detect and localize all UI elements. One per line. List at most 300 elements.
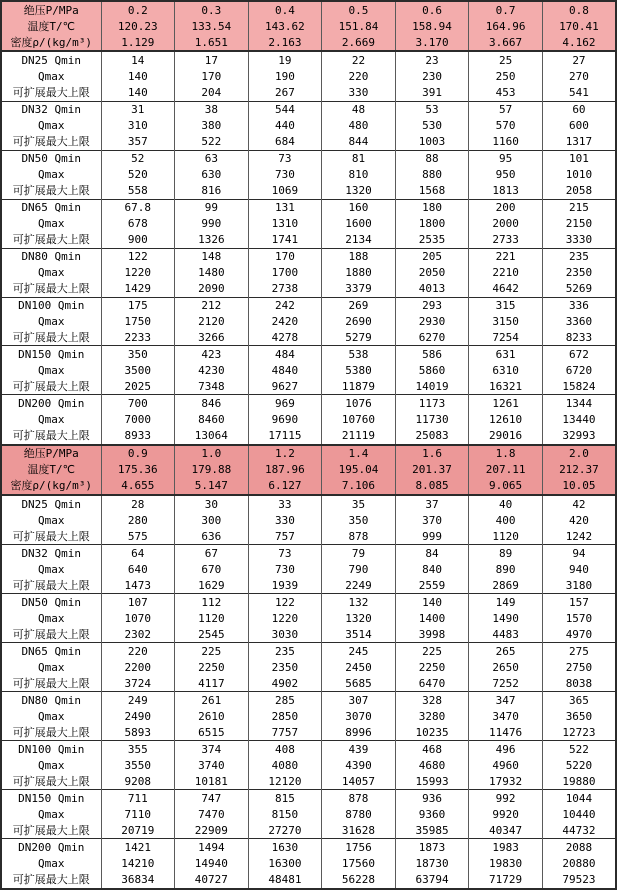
header-value-cell: 120.23 (101, 18, 175, 34)
value-cell: 538 (322, 346, 396, 363)
value-cell: 1473 (101, 577, 175, 594)
value-cell: 28 (101, 495, 175, 512)
qmax-row (1, 314, 616, 330)
table-body (1, 1, 616, 889)
value-cell: 400 (469, 512, 543, 528)
row-label: 可扩展最大上限 (1, 231, 101, 248)
value-cell: 558 (101, 183, 175, 200)
value-cell: 140 (101, 69, 175, 85)
row-label: Qmax (1, 512, 101, 528)
header-value-cell: 1.0 (175, 445, 249, 462)
header-row-label: 温度T/℃ (1, 18, 101, 34)
qmax-row (1, 561, 616, 577)
value-cell: 950 (469, 167, 543, 183)
value-cell: 420 (542, 512, 616, 528)
value-cell: 84 (395, 545, 469, 562)
qmax-row (1, 265, 616, 281)
header-value-cell: 143.62 (248, 18, 322, 34)
header-value-cell: 3.667 (469, 34, 543, 51)
value-cell: 453 (469, 85, 543, 102)
expand-limit-row (1, 528, 616, 545)
row-label: DN25 Qmin (1, 51, 101, 68)
header-value-cell: 4.655 (101, 478, 175, 495)
value-cell: 190 (248, 69, 322, 85)
value-cell: 17932 (469, 773, 543, 790)
value-cell: 2559 (395, 577, 469, 594)
value-cell: 79523 (542, 871, 616, 889)
expand-limit-row (1, 871, 616, 889)
value-cell: 21119 (322, 427, 396, 444)
value-cell: 355 (101, 741, 175, 758)
value-cell: 7000 (101, 412, 175, 428)
value-cell: 16321 (469, 378, 543, 395)
value-cell: 350 (101, 346, 175, 363)
row-label: 可扩展最大上限 (1, 675, 101, 692)
value-cell: 1429 (101, 280, 175, 297)
value-cell: 496 (469, 741, 543, 758)
value-cell: 890 (469, 561, 543, 577)
value-cell: 530 (395, 118, 469, 134)
header-value-cell: 201.37 (395, 462, 469, 478)
value-cell: 522 (175, 134, 249, 151)
value-cell: 439 (322, 741, 396, 758)
row-label: DN200 Qmin (1, 839, 101, 856)
value-cell: 11879 (322, 378, 396, 395)
value-cell: 1700 (248, 265, 322, 281)
value-cell: 4390 (322, 757, 396, 773)
pressure-header-row (1, 1, 616, 18)
value-cell: 38 (175, 101, 249, 118)
value-cell: 89 (469, 545, 543, 562)
value-cell: 8038 (542, 675, 616, 692)
value-cell: 2738 (248, 280, 322, 297)
value-cell: 101 (542, 150, 616, 167)
value-cell: 3998 (395, 626, 469, 643)
value-cell: 990 (175, 216, 249, 232)
value-cell: 30 (175, 495, 249, 512)
value-cell: 816 (175, 183, 249, 200)
header-value-cell: 0.8 (542, 1, 616, 18)
row-label: 可扩展最大上限 (1, 577, 101, 594)
value-cell: 670 (175, 561, 249, 577)
value-cell: 1173 (395, 395, 469, 412)
value-cell: 52 (101, 150, 175, 167)
row-label: Qmax (1, 265, 101, 281)
value-cell: 149 (469, 594, 543, 611)
value-cell: 63794 (395, 871, 469, 889)
value-cell: 48481 (248, 871, 322, 889)
value-cell: 20719 (101, 822, 175, 839)
value-cell: 520 (101, 167, 175, 183)
value-cell: 180 (395, 199, 469, 216)
value-cell: 2210 (469, 265, 543, 281)
value-cell: 10440 (542, 806, 616, 822)
value-cell: 347 (469, 692, 543, 709)
value-cell: 235 (542, 248, 616, 265)
row-label: DN25 Qmin (1, 495, 101, 512)
qmax-row (1, 216, 616, 232)
header-value-cell: 1.2 (248, 445, 322, 462)
value-cell: 2850 (248, 708, 322, 724)
value-cell: 2233 (101, 329, 175, 346)
value-cell: 33 (248, 495, 322, 512)
row-label: DN80 Qmin (1, 692, 101, 709)
qmin-row (1, 741, 616, 758)
value-cell: 170 (248, 248, 322, 265)
value-cell: 22909 (175, 822, 249, 839)
value-cell: 380 (175, 118, 249, 134)
value-cell: 11476 (469, 724, 543, 741)
value-cell: 265 (469, 643, 543, 660)
row-label: Qmax (1, 806, 101, 822)
value-cell: 2545 (175, 626, 249, 643)
value-cell: 2090 (175, 280, 249, 297)
value-cell: 840 (395, 561, 469, 577)
density-header-row (1, 34, 616, 51)
header-value-cell: 195.04 (322, 462, 396, 478)
row-label: DN32 Qmin (1, 101, 101, 118)
value-cell: 878 (322, 790, 396, 807)
value-cell: 711 (101, 790, 175, 807)
value-cell: 357 (101, 134, 175, 151)
value-cell: 1344 (542, 395, 616, 412)
value-cell: 205 (395, 248, 469, 265)
qmin-row (1, 643, 616, 660)
value-cell: 5685 (322, 675, 396, 692)
value-cell: 570 (469, 118, 543, 134)
value-cell: 6720 (542, 363, 616, 379)
value-cell: 7252 (469, 675, 543, 692)
value-cell: 6515 (175, 724, 249, 741)
value-cell: 73 (248, 545, 322, 562)
header-row-label: 绝压P/MPa (1, 1, 101, 18)
value-cell: 1076 (322, 395, 396, 412)
value-cell: 522 (542, 741, 616, 758)
value-cell: 5269 (542, 280, 616, 297)
value-cell: 5220 (542, 757, 616, 773)
value-cell: 4230 (175, 363, 249, 379)
value-cell: 2420 (248, 314, 322, 330)
expand-limit-row (1, 675, 616, 692)
qmax-row (1, 363, 616, 379)
value-cell: 2200 (101, 659, 175, 675)
qmax-row (1, 708, 616, 724)
qmax-row (1, 757, 616, 773)
value-cell: 44732 (542, 822, 616, 839)
row-label: Qmax (1, 412, 101, 428)
header-value-cell: 151.84 (322, 18, 396, 34)
value-cell: 14057 (322, 773, 396, 790)
header-value-cell: 2.163 (248, 34, 322, 51)
value-cell: 391 (395, 85, 469, 102)
value-cell: 1939 (248, 577, 322, 594)
value-cell: 8996 (322, 724, 396, 741)
value-cell: 27 (542, 51, 616, 68)
header-value-cell: 212.37 (542, 462, 616, 478)
qmin-row (1, 150, 616, 167)
value-cell: 60 (542, 101, 616, 118)
row-label: 可扩展最大上限 (1, 427, 101, 444)
value-cell: 7757 (248, 724, 322, 741)
value-cell: 16300 (248, 855, 322, 871)
expand-limit-row (1, 577, 616, 594)
value-cell: 1880 (322, 265, 396, 281)
value-cell: 221 (469, 248, 543, 265)
value-cell: 19830 (469, 855, 543, 871)
value-cell: 1983 (469, 839, 543, 856)
value-cell: 672 (542, 346, 616, 363)
value-cell: 17560 (322, 855, 396, 871)
header-value-cell: 4.162 (542, 34, 616, 51)
row-label: 可扩展最大上限 (1, 85, 101, 102)
row-label: Qmax (1, 118, 101, 134)
value-cell: 175 (101, 297, 175, 314)
value-cell: 1010 (542, 167, 616, 183)
value-cell: 73 (248, 150, 322, 167)
value-cell: 5860 (395, 363, 469, 379)
value-cell: 40347 (469, 822, 543, 839)
value-cell: 11730 (395, 412, 469, 428)
header-value-cell: 179.88 (175, 462, 249, 478)
value-cell: 200 (469, 199, 543, 216)
row-label: Qmax (1, 708, 101, 724)
row-label: DN65 Qmin (1, 199, 101, 216)
value-cell: 575 (101, 528, 175, 545)
value-cell: 2535 (395, 231, 469, 248)
header-value-cell: 0.9 (101, 445, 175, 462)
value-cell: 12120 (248, 773, 322, 790)
value-cell: 700 (101, 395, 175, 412)
row-label: DN50 Qmin (1, 594, 101, 611)
header-value-cell: 0.5 (322, 1, 396, 18)
value-cell: 15993 (395, 773, 469, 790)
value-cell: 8233 (542, 329, 616, 346)
value-cell: 8780 (322, 806, 396, 822)
value-cell: 423 (175, 346, 249, 363)
value-cell: 19880 (542, 773, 616, 790)
value-cell: 2733 (469, 231, 543, 248)
value-cell: 541 (542, 85, 616, 102)
value-cell: 42 (542, 495, 616, 512)
value-cell: 40727 (175, 871, 249, 889)
value-cell: 844 (322, 134, 396, 151)
header-value-cell: 187.96 (248, 462, 322, 478)
value-cell: 1600 (322, 216, 396, 232)
value-cell: 1490 (469, 610, 543, 626)
value-cell: 440 (248, 118, 322, 134)
value-cell: 310 (101, 118, 175, 134)
value-cell: 71729 (469, 871, 543, 889)
value-cell: 350 (322, 512, 396, 528)
value-cell: 370 (395, 512, 469, 528)
expand-limit-row (1, 329, 616, 346)
value-cell: 140 (395, 594, 469, 611)
value-cell: 94 (542, 545, 616, 562)
value-cell: 5279 (322, 329, 396, 346)
expand-limit-row (1, 280, 616, 297)
value-cell: 2650 (469, 659, 543, 675)
qmin-row (1, 839, 616, 856)
header-value-cell: 175.36 (101, 462, 175, 478)
value-cell: 31 (101, 101, 175, 118)
value-cell: 900 (101, 231, 175, 248)
qmin-row (1, 692, 616, 709)
value-cell: 13064 (175, 427, 249, 444)
value-cell: 1320 (322, 183, 396, 200)
row-label: Qmax (1, 216, 101, 232)
value-cell: 4080 (248, 757, 322, 773)
row-label: DN100 Qmin (1, 741, 101, 758)
value-cell: 3740 (175, 757, 249, 773)
value-cell: 14 (101, 51, 175, 68)
value-cell: 3070 (322, 708, 396, 724)
value-cell: 480 (322, 118, 396, 134)
value-cell: 3360 (542, 314, 616, 330)
value-cell: 242 (248, 297, 322, 314)
pressure-header-row (1, 445, 616, 462)
value-cell: 468 (395, 741, 469, 758)
qmax-row (1, 69, 616, 85)
value-cell: 2050 (395, 265, 469, 281)
value-cell: 757 (248, 528, 322, 545)
row-label: 可扩展最大上限 (1, 773, 101, 790)
value-cell: 1421 (101, 839, 175, 856)
header-value-cell: 9.065 (469, 478, 543, 495)
value-cell: 7254 (469, 329, 543, 346)
value-cell: 261 (175, 692, 249, 709)
value-cell: 1326 (175, 231, 249, 248)
value-cell: 7348 (175, 378, 249, 395)
value-cell: 2610 (175, 708, 249, 724)
qmin-row (1, 51, 616, 68)
value-cell: 5380 (322, 363, 396, 379)
value-cell: 684 (248, 134, 322, 151)
row-label: 可扩展最大上限 (1, 329, 101, 346)
value-cell: 1069 (248, 183, 322, 200)
value-cell: 1629 (175, 577, 249, 594)
value-cell: 1044 (542, 790, 616, 807)
value-cell: 630 (175, 167, 249, 183)
value-cell: 4642 (469, 280, 543, 297)
header-value-cell: 2.0 (542, 445, 616, 462)
value-cell: 5893 (101, 724, 175, 741)
expand-limit-row (1, 85, 616, 102)
value-cell: 846 (175, 395, 249, 412)
value-cell: 4970 (542, 626, 616, 643)
value-cell: 35985 (395, 822, 469, 839)
value-cell: 3550 (101, 757, 175, 773)
value-cell: 23 (395, 51, 469, 68)
header-value-cell: 3.170 (395, 34, 469, 51)
row-label: Qmax (1, 314, 101, 330)
value-cell: 9627 (248, 378, 322, 395)
value-cell: 1320 (322, 610, 396, 626)
row-label: DN100 Qmin (1, 297, 101, 314)
value-cell: 300 (175, 512, 249, 528)
value-cell: 969 (248, 395, 322, 412)
value-cell: 631 (469, 346, 543, 363)
value-cell: 3180 (542, 577, 616, 594)
value-cell: 2490 (101, 708, 175, 724)
qmin-row (1, 495, 616, 512)
value-cell: 170 (175, 69, 249, 85)
value-cell: 730 (248, 167, 322, 183)
row-label: 可扩展最大上限 (1, 871, 101, 889)
value-cell: 267 (248, 85, 322, 102)
qmax-row (1, 412, 616, 428)
qmin-row (1, 248, 616, 265)
value-cell: 2250 (395, 659, 469, 675)
value-cell: 6270 (395, 329, 469, 346)
value-cell: 1570 (542, 610, 616, 626)
row-label: DN150 Qmin (1, 346, 101, 363)
value-cell: 27270 (248, 822, 322, 839)
value-cell: 3266 (175, 329, 249, 346)
value-cell: 3330 (542, 231, 616, 248)
row-label: 可扩展最大上限 (1, 528, 101, 545)
value-cell: 20880 (542, 855, 616, 871)
value-cell: 112 (175, 594, 249, 611)
header-value-cell: 10.05 (542, 478, 616, 495)
value-cell: 336 (542, 297, 616, 314)
header-value-cell: 0.7 (469, 1, 543, 18)
value-cell: 269 (322, 297, 396, 314)
value-cell: 2350 (542, 265, 616, 281)
row-label: Qmax (1, 561, 101, 577)
value-cell: 204 (175, 85, 249, 102)
row-label: Qmax (1, 757, 101, 773)
value-cell: 48 (322, 101, 396, 118)
value-cell: 3724 (101, 675, 175, 692)
value-cell: 2134 (322, 231, 396, 248)
row-label: 可扩展最大上限 (1, 724, 101, 741)
value-cell: 13440 (542, 412, 616, 428)
value-cell: 636 (175, 528, 249, 545)
row-label: 可扩展最大上限 (1, 626, 101, 643)
temperature-header-row (1, 462, 616, 478)
value-cell: 2302 (101, 626, 175, 643)
value-cell: 225 (175, 643, 249, 660)
value-cell: 122 (101, 248, 175, 265)
expand-limit-row (1, 378, 616, 395)
value-cell: 2350 (248, 659, 322, 675)
value-cell: 640 (101, 561, 175, 577)
value-cell: 1220 (248, 610, 322, 626)
header-value-cell: 1.651 (175, 34, 249, 51)
value-cell: 1317 (542, 134, 616, 151)
value-cell: 1242 (542, 528, 616, 545)
value-cell: 79 (322, 545, 396, 562)
value-cell: 8460 (175, 412, 249, 428)
value-cell: 40 (469, 495, 543, 512)
value-cell: 95 (469, 150, 543, 167)
value-cell: 10235 (395, 724, 469, 741)
value-cell: 18730 (395, 855, 469, 871)
value-cell: 9920 (469, 806, 543, 822)
value-cell: 10760 (322, 412, 396, 428)
value-cell: 6310 (469, 363, 543, 379)
value-cell: 8933 (101, 427, 175, 444)
value-cell: 1494 (175, 839, 249, 856)
value-cell: 3379 (322, 280, 396, 297)
expand-limit-row (1, 183, 616, 200)
value-cell: 7470 (175, 806, 249, 822)
value-cell: 157 (542, 594, 616, 611)
value-cell: 12610 (469, 412, 543, 428)
value-cell: 815 (248, 790, 322, 807)
value-cell: 14019 (395, 378, 469, 395)
value-cell: 992 (469, 790, 543, 807)
